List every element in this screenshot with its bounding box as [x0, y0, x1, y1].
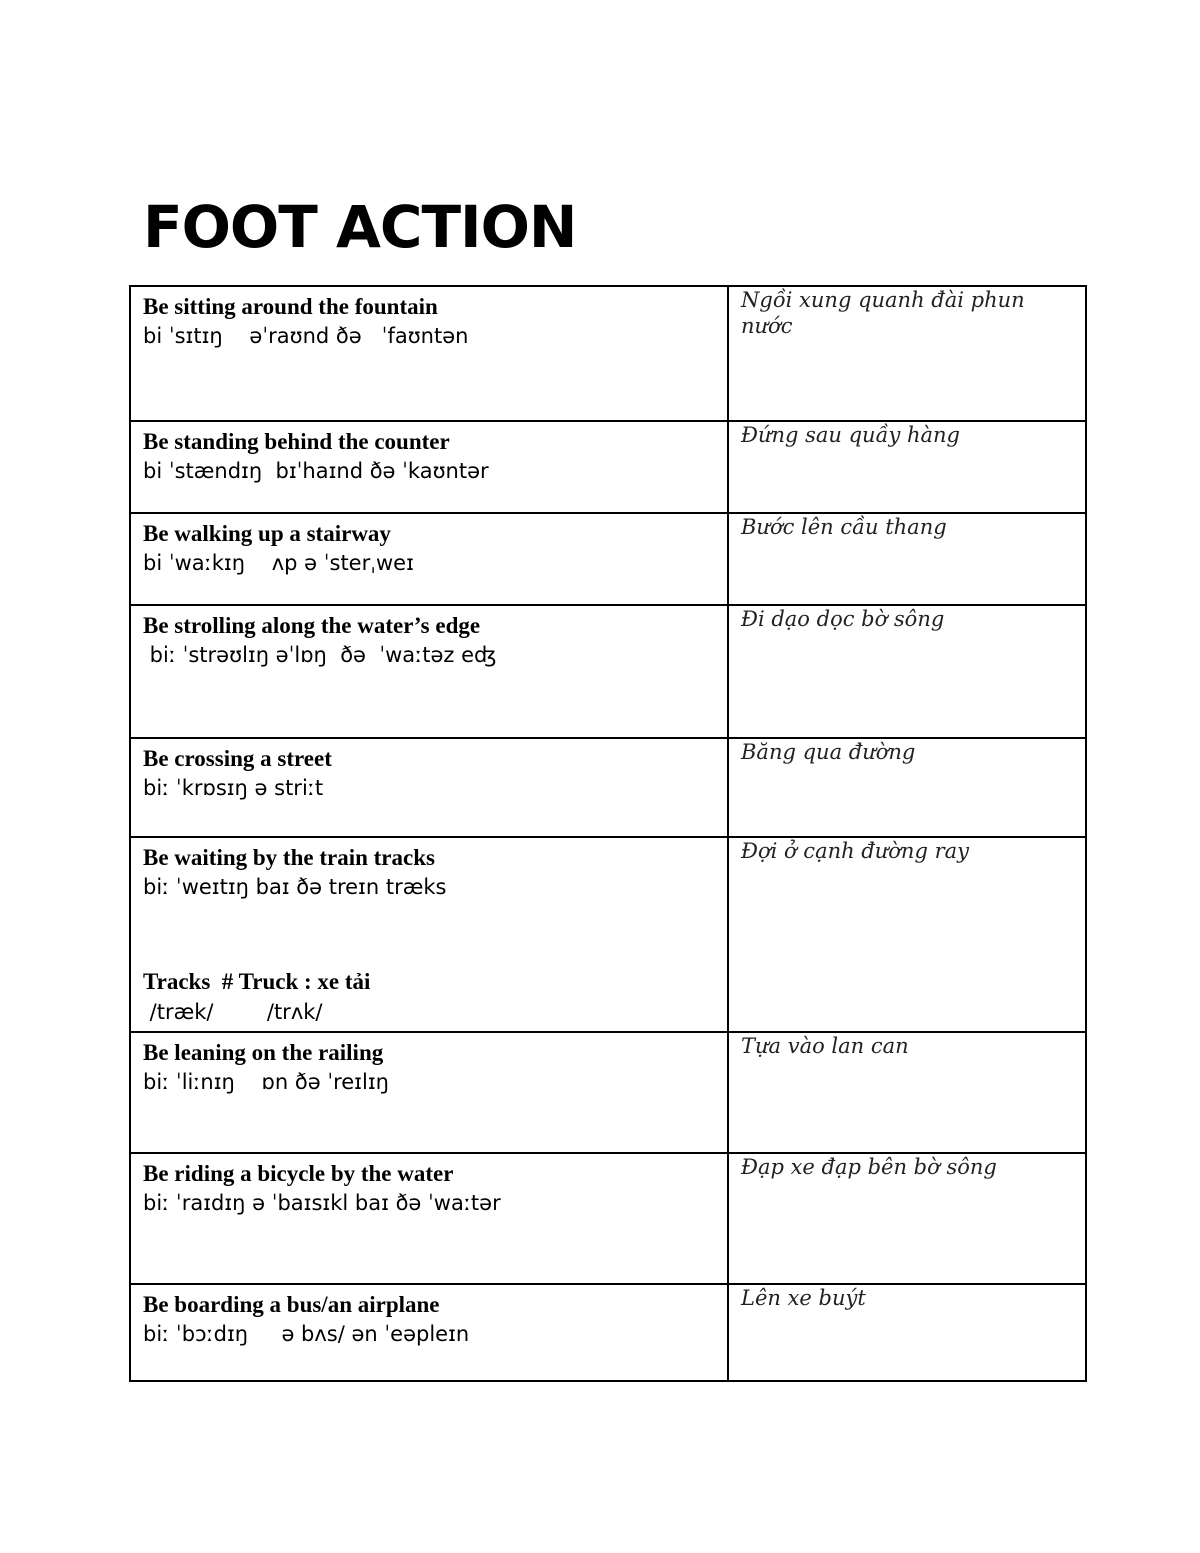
vietnamese-meaning: Đạp xe đạp bên bờ sông — [741, 1155, 997, 1179]
english-phrase: Be waiting by the train tracks — [143, 845, 435, 870]
page-title: FOOT ACTION — [143, 193, 577, 261]
phrase-cell — [130, 1153, 728, 1284]
vietnamese-meaning: Đợi ở cạnh đường ray — [741, 839, 969, 863]
phrase-cell — [130, 421, 728, 513]
vocab-note-ipa: /træk/ /trʌk/ — [143, 1000, 323, 1024]
table-row — [130, 1153, 1086, 1284]
vietnamese-meaning: Bước lên cầu thang — [741, 515, 947, 539]
phrase-cell — [130, 605, 728, 738]
meaning-cell — [728, 605, 1086, 738]
table-row — [130, 286, 1086, 421]
phrase-cell — [130, 1032, 728, 1153]
ipa-transcription: biː ˈstrəʊlɪŋ əˈlɒŋ ðə ˈwaːtəz eʤ — [143, 643, 497, 667]
vietnamese-meaning: Ngồi xung quanh đài phun nước — [741, 288, 1025, 338]
english-phrase: Be riding a bicycle by the water — [143, 1161, 454, 1186]
table-row — [130, 1284, 1086, 1381]
meaning-cell — [728, 738, 1086, 837]
meaning-cell — [728, 513, 1086, 605]
table-row — [130, 738, 1086, 837]
english-phrase: Be walking up a stairway — [143, 521, 391, 546]
meaning-cell — [728, 837, 1086, 1032]
meaning-cell — [728, 1284, 1086, 1381]
phrase-cell — [130, 837, 728, 1032]
vietnamese-meaning: Băng qua đường — [741, 740, 916, 764]
table-row — [130, 513, 1086, 605]
phrase-cell — [130, 286, 728, 421]
english-phrase: Be standing behind the counter — [143, 429, 450, 454]
ipa-transcription: biː ˈbɔːdɪŋ ə bʌs/ ən ˈeəpleɪn — [143, 1322, 470, 1346]
table-row — [130, 421, 1086, 513]
english-phrase: Be strolling along the water’s edge — [143, 613, 481, 638]
table-row — [130, 605, 1086, 738]
table-row — [130, 1032, 1086, 1153]
meaning-cell — [728, 421, 1086, 513]
ipa-transcription: biː ˈkrɒsɪŋ ə striːt — [143, 776, 324, 800]
vietnamese-meaning: Lên xe buýt — [741, 1286, 866, 1310]
phrase-cell — [130, 1284, 728, 1381]
meaning-cell — [728, 1032, 1086, 1153]
meaning-cell — [728, 286, 1086, 421]
phrase-cell — [130, 738, 728, 837]
english-phrase: Be crossing a street — [143, 746, 332, 771]
english-phrase: Be sitting around the fountain — [143, 294, 438, 319]
table-row — [130, 837, 1086, 1032]
english-phrase: Be boarding a bus/an airplane — [143, 1292, 440, 1317]
vocab-note: Tracks # Truck : xe tải — [143, 969, 371, 994]
vocabulary-table — [129, 285, 1087, 1382]
ipa-transcription: biː ˈraɪdɪŋ ə ˈbaɪsɪkl baɪ ðə ˈwaːtər — [143, 1191, 501, 1215]
vietnamese-meaning: Đứng sau quầy hàng — [741, 423, 961, 447]
meaning-cell — [728, 1153, 1086, 1284]
ipa-transcription: bi ˈwaːkɪŋ ʌp ə ˈsterˌweɪ — [143, 551, 414, 575]
ipa-transcription: biː ˈliːnɪŋ ɒn ðə ˈreɪlɪŋ — [143, 1070, 389, 1094]
ipa-transcription: bi ˈstændɪŋ bɪˈhaɪnd ðə ˈkaʊntər — [143, 459, 489, 483]
ipa-transcription: bi ˈsɪtɪŋ əˈraʊnd ðə ˈfaʊntən — [143, 324, 469, 348]
vietnamese-meaning: Tựa vào lan can — [741, 1034, 909, 1058]
vietnamese-meaning: Đi dạo dọc bờ sông — [741, 607, 945, 631]
phrase-cell — [130, 513, 728, 605]
ipa-transcription: biː ˈweɪtɪŋ baɪ ðə treɪn træks — [143, 875, 447, 899]
english-phrase: Be leaning on the railing — [143, 1040, 384, 1065]
